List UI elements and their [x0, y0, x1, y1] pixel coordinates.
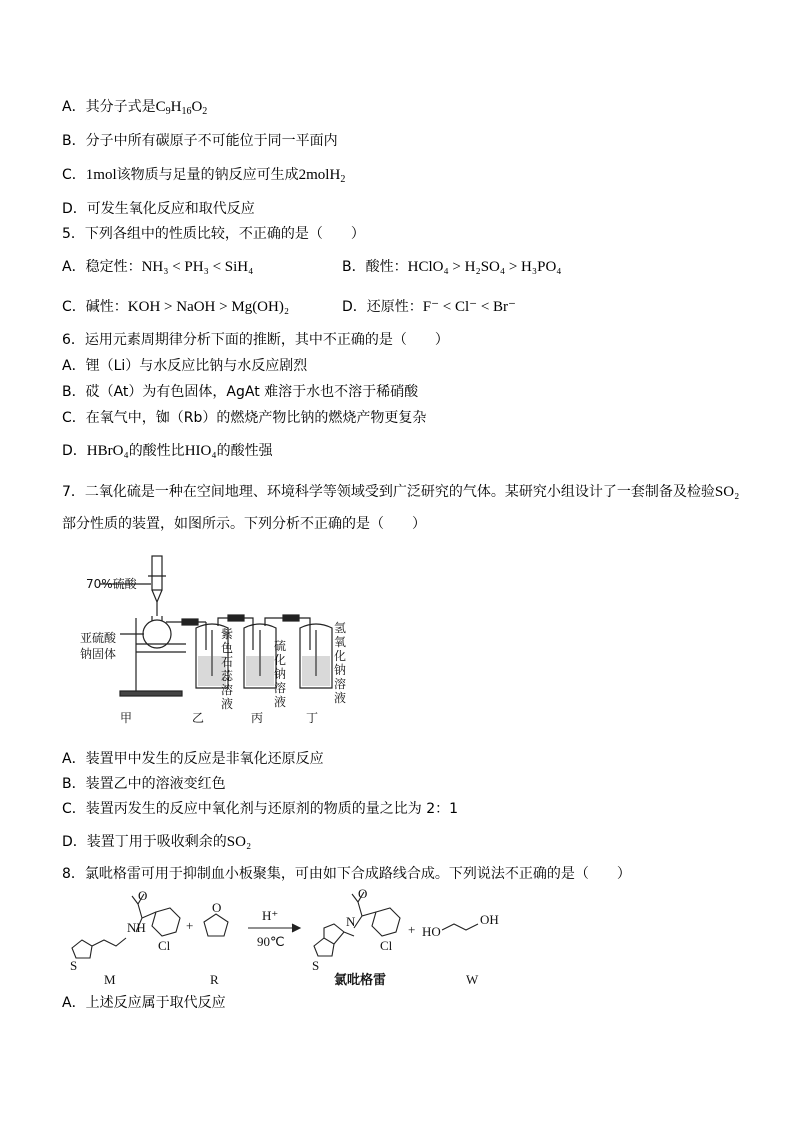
label-clopidogrel: 氯吡格雷	[334, 973, 387, 988]
q5-options-cd: C．碱性：KOH > NaOH > Mg(OH)₂ D．还原性：F⁻ < Cl⁻ < Br⁻	[62, 299, 516, 315]
label-jia: 甲	[120, 711, 133, 725]
label-solid-2: 钠固体	[80, 647, 117, 661]
label-nh: NH	[127, 920, 146, 935]
label-m: M	[104, 972, 116, 987]
q6-stem: 6．运用元素周期律分析下面的推断，其中不正确的是（ ）	[62, 332, 449, 348]
svg-text:溶: 溶	[274, 681, 287, 695]
label-plus-1: +	[186, 918, 194, 933]
product-benzene	[372, 908, 400, 936]
svg-text:液: 液	[334, 691, 347, 705]
label-o-product: O	[358, 886, 368, 901]
q7-stem-line1: 7．二氧化硫是一种在空间地理、环境科学等领域受到广泛研究的气体。某研究小组设计了一套制备及检验SO₂	[62, 484, 740, 500]
svg-text:化: 化	[274, 653, 287, 667]
svg-text:色: 色	[221, 641, 234, 655]
svg-text:硫: 硫	[274, 639, 287, 653]
synthesis-scheme	[62, 886, 512, 990]
q5-stem: 5．下列各组中的性质比较，不正确的是（ ）	[62, 226, 365, 242]
label-solid-1: 亚硫酸	[80, 631, 117, 645]
q5-options-ab: A．稳定性：NH₃ < PH₃ < SiH₄ B．酸性：HClO₄ > H₂SO₄ > H₃PO₄	[62, 259, 562, 275]
q8-option-a: A．上述反应属于取代反应	[62, 995, 226, 1011]
svg-text:紫: 紫	[221, 627, 234, 641]
molecular-formula: $C_9H_{16}O_2$	[155, 99, 208, 117]
q7-stem-line2: 部分性质的装置，如图所示。下列分析不正确的是（ ）	[62, 516, 426, 532]
svg-text:化: 化	[334, 649, 347, 663]
q4-option-a: A．其分子式是$C_9H_{16}O_2$	[62, 99, 208, 117]
q7-option-a: A．装置甲中发生的反应是非氧化还原反应	[62, 751, 324, 767]
label-s-product: S	[312, 958, 320, 973]
q5-d-expr: F⁻ < Cl⁻ < Br⁻	[422, 299, 516, 315]
label-ho: HO	[422, 924, 441, 939]
q8-stem: 8．氯吡格雷可用于抑制血小板聚集，可由如下合成路线合成。下列说法不正确的是（ ）	[62, 866, 631, 882]
q4-option-d: D．可发生氧化反应和取代反应	[62, 201, 255, 217]
label-w: W	[466, 972, 479, 987]
molecule-m-thiophene	[72, 940, 92, 958]
dropping-funnel	[152, 556, 162, 590]
label-bottle-bing	[274, 638, 286, 709]
label-catalyst: H⁺	[262, 908, 279, 923]
q6-option-a: A．锂（Li）与水反应比钠与水反应剧烈	[62, 358, 308, 374]
label-s-m: S	[70, 958, 78, 973]
label-oh: OH	[480, 912, 499, 927]
svg-text:石: 石	[221, 655, 234, 669]
apparatus-figure	[78, 546, 368, 732]
label-r: R	[210, 972, 219, 987]
q6-option-c: C．在氧气中，铷（Rb）的燃烧产物比钠的燃烧产物更复杂	[62, 410, 427, 426]
label-n: N	[346, 914, 356, 929]
q7-option-d: D．装置丁用于吸收剩余的SO₂	[62, 834, 252, 850]
svg-text:氧: 氧	[334, 635, 347, 649]
label-bottle-ding	[334, 621, 346, 705]
label-bing: 丙	[251, 711, 264, 725]
molecule-r-dioxolane	[204, 914, 228, 936]
label-acid: 70%硫酸	[86, 577, 137, 591]
svg-text:蕊: 蕊	[221, 669, 234, 683]
molecule-w-chain	[442, 924, 478, 930]
label-cl-product: Cl	[380, 938, 393, 953]
svg-text:钠: 钠	[334, 663, 347, 677]
svg-text:液: 液	[221, 697, 234, 711]
q7-option-b: B．装置乙中的溶液变红色	[62, 776, 226, 792]
label-bottle-yi	[221, 626, 234, 711]
svg-text:溶: 溶	[334, 677, 347, 691]
q5-b-expr: HClO₄ > H₂SO₄ > H₃PO₄	[407, 259, 562, 275]
label-temp: 90℃	[257, 934, 285, 949]
q6-option-b: B．砹（At）为有色固体，AgAt 难溶于水也不溶于稀硝酸	[62, 384, 419, 400]
q4-option-b: B．分子中所有碳原子不可能位于同一平面内	[62, 133, 338, 149]
svg-text:钠: 钠	[274, 667, 287, 681]
q4-option-c: C．1mol该物质与足量的钠反应可生成2molH$_2$	[62, 167, 346, 185]
stand-base	[120, 691, 182, 696]
q5-c-expr: KOH > NaOH > Mg(OH)₂	[127, 299, 290, 315]
label-o-r: O	[212, 900, 222, 915]
label-cl-m: Cl	[158, 938, 171, 953]
product-thiophene	[314, 938, 334, 956]
q7-option-c: C．装置丙发生的反应中氧化剂与还原剂的物质的量之比为 2：1	[62, 801, 459, 817]
label-o-m: O	[138, 888, 148, 903]
label-ding: 丁	[306, 711, 319, 725]
label-plus-2: +	[408, 922, 416, 937]
molecule-m-benzene	[152, 908, 180, 936]
svg-text:液: 液	[274, 695, 287, 709]
q5-a-expr: NH₃ < PH₃ < SiH₄	[141, 259, 254, 275]
q6-option-d: D．HBrO₄的酸性比HIO₄的酸性强	[62, 443, 273, 459]
svg-text:氢: 氢	[334, 621, 347, 635]
svg-text:溶: 溶	[221, 683, 234, 697]
label-yi: 乙	[192, 711, 205, 725]
